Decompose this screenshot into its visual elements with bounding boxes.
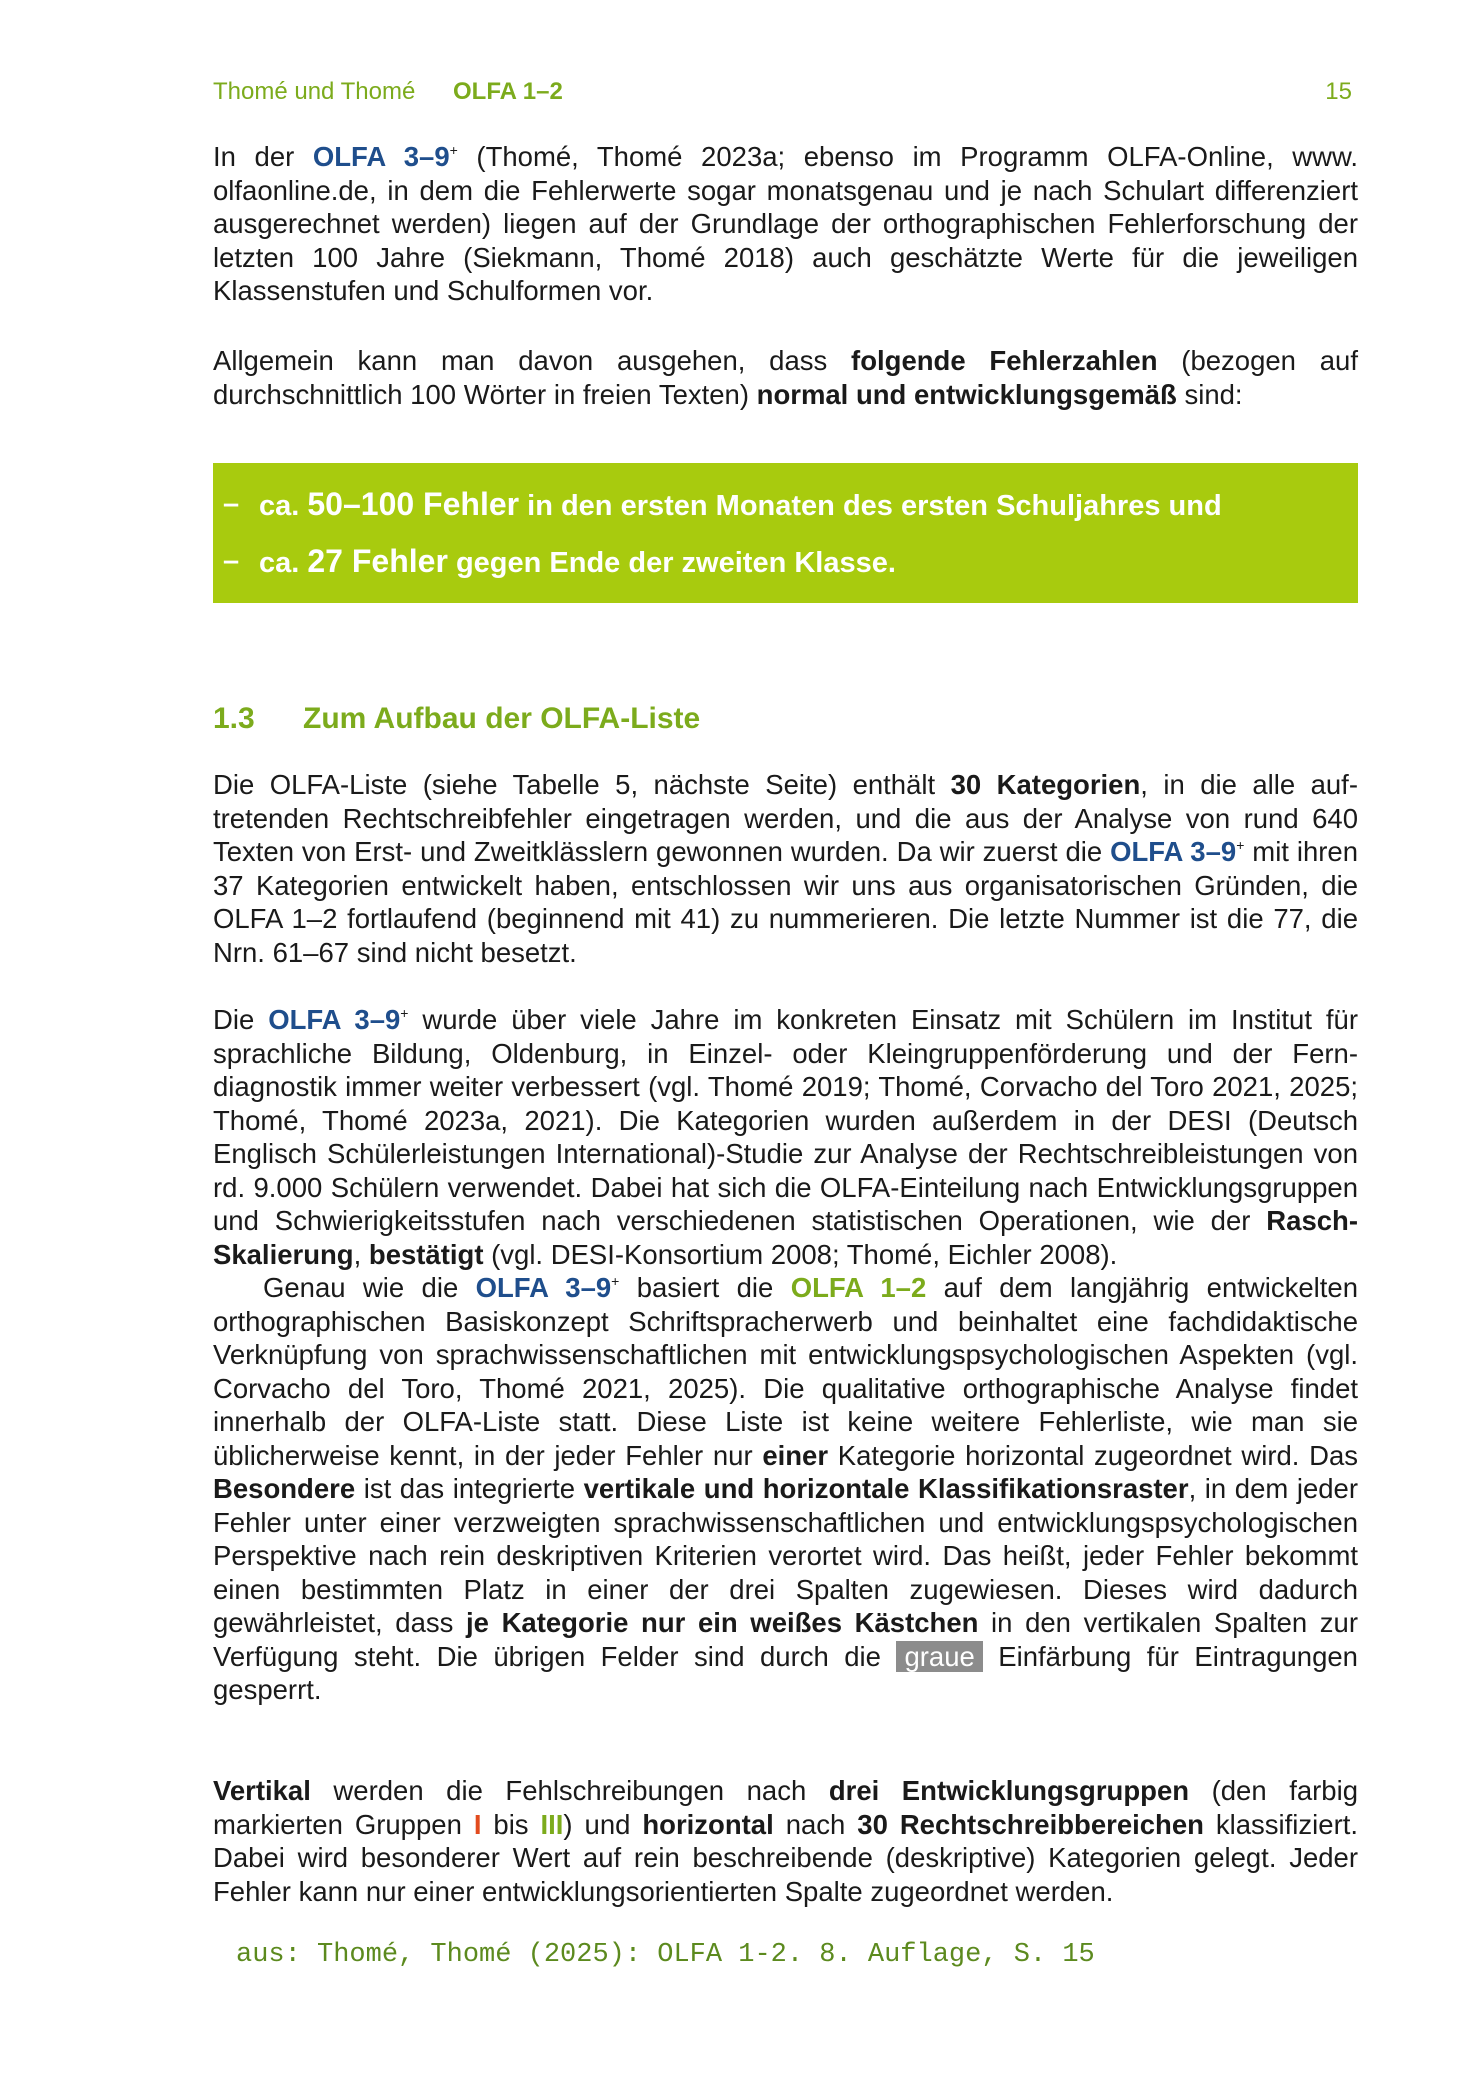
- text: werden die Fehlschreibungen nach: [310, 1775, 829, 1806]
- plus-sup: +: [449, 142, 458, 158]
- text: ) und: [563, 1808, 643, 1840]
- source-footer: aus: Thomé, Thomé (2025): OLFA 1-2. 8. Auflage, S. 15: [236, 1940, 1095, 1970]
- olfa-3-9-ref: OLFA 3–9: [1110, 836, 1237, 867]
- text: basiert die: [619, 1272, 791, 1303]
- group-iii-label: III: [540, 1808, 564, 1840]
- text: in den vertikalen Spalten zur Verfügung steht. Die übrigen Felder sind durch die: [213, 1607, 1358, 1672]
- text: (Thomé, Thomé 2023a; ebenso im Programm OLFA-Online, www. olfaonline.de, in dem die Fehlerwerte sogar monatsgenau und je nach Schulart differenziert ausgerechnet werden) liegen auf der Grundlage der orthographischen Fehlerforschung der letzten 100 Jahre (Siekmann, Thomé 2018) auch geschätzte Werte für die jeweiligen Klassenstufen und Schulformen vor.: [213, 141, 1358, 306]
- bold-text: Vertikal: [213, 1775, 311, 1806]
- bold-text: Besondere: [213, 1473, 356, 1504]
- highlight-item-2: [223, 542, 1358, 599]
- bold-text: 30 Rechtschreibbereichen: [857, 1808, 1204, 1840]
- section-number: 1.3: [213, 702, 255, 735]
- header-title: OLFA 1–2: [453, 78, 563, 105]
- bold-text: 30 Kategorien: [950, 769, 1141, 800]
- group-i-label: I: [473, 1808, 482, 1840]
- text: ,: [353, 1238, 369, 1270]
- text: sind:: [1176, 378, 1243, 410]
- bold-text: normal und entwicklungsgemäß: [756, 378, 1177, 410]
- olfa-3-9-ref: OLFA 3–9: [312, 141, 450, 172]
- text: Genau wie die: [263, 1272, 476, 1303]
- text: ca.: [259, 547, 308, 579]
- text: Die: [213, 1004, 269, 1035]
- paragraph-5: [213, 1271, 1358, 1707]
- text: wurde über viele Jahre im konkreten Einsatz mit Schülern im Institut für sprachliche Bildung, Oldenburg, in Einzel- oder Kleingruppenförderung und der Ferndiagnostik immer weiter verbessert (vgl. Thomé 2019; Thomé, Corvacho del Toro 2021, 2025; Thomé, Thomé 2023a, 2021). Die Kategorien wurden außerdem in der DESI (Deutsch Englisch Schülerleistungen International)-Studie zur Analyse der Rechtschreibleistungen von rd. 9.000 Schülern verwendet. Dabei hat sich die OLFA-Einteilung nach Entwicklungsgruppen und Schwierigkeitsstufen nach verschiedenen statistischen Operationen, wie der: [213, 1004, 1358, 1236]
- text: mit ihren 37 Kategorien entwickelt haben, entschlossen wir uns aus organisatorischen Gründen, die OLFA 1–2 fortlaufend (beginnend mit 41) zu nummerieren. Die letzte Nummer ist die 77, die Nrn. 61–67 sind nicht besetzt.: [213, 836, 1358, 968]
- text: klassifiziert. Dabei wird besonderer Wert auf rein beschreibende (deskriptive) Kategorien gelegt. Jeder Fehler kann nur einer entwicklungsorientierten Spalte zugeordnet werden.: [213, 1808, 1359, 1907]
- olfa-3-9-ref: OLFA 3–9: [475, 1272, 612, 1303]
- highlight-box: [213, 463, 1358, 603]
- text: Die OLFA-Liste (siehe Tabelle 5, nächste Seite) enthält: [213, 769, 951, 800]
- olfa-3-9-ref: OLFA 3–9: [268, 1004, 401, 1035]
- bold-text: bestätigt: [368, 1238, 484, 1270]
- text: ist das integrierte: [355, 1473, 584, 1504]
- olfa-1-2-ref: OLFA 1–2: [790, 1272, 927, 1303]
- running-header: [213, 78, 1358, 108]
- bold-text: horizontal: [642, 1808, 774, 1840]
- text: ca.: [259, 490, 308, 522]
- bold-text: je Kategorie nur ein weißes Kästchen: [466, 1607, 979, 1638]
- text: Allgemein kann man davon ausgehen, dass: [213, 345, 852, 376]
- text: (den farbig markierten Gruppen: [213, 1775, 1358, 1840]
- text: (bezogen auf durchschnittlich 100 Wörter in freien Texten): [213, 345, 1358, 410]
- section-title: Zum Aufbau der OLFA-Liste: [303, 702, 701, 735]
- bold-text: drei Entwicklungsgruppen: [828, 1775, 1190, 1806]
- highlight-item-1: [223, 485, 1358, 542]
- text: Einfärbung für Eintragungen gesperrt.: [213, 1640, 1358, 1705]
- plus-sup: +: [1236, 837, 1245, 853]
- text: (vgl. DESI-Konsortium 2008; Thomé, Eichler 2008).: [483, 1238, 1118, 1270]
- bold-text: folgende Fehlerzahlen: [851, 345, 1158, 376]
- big-text: 50–100 Fehler: [307, 486, 520, 522]
- section-heading: [213, 702, 700, 736]
- dash: –: [223, 545, 240, 577]
- big-text: 27 Fehler: [307, 543, 448, 579]
- text: In der: [213, 141, 313, 172]
- text: in den ersten Monaten des ersten Schuljahres und: [519, 490, 1222, 522]
- text: bis: [481, 1808, 541, 1840]
- paragraph-3: [213, 768, 1358, 969]
- text: auf dem langjährig entwickelten orthographischen Basiskonzept Schriftspracherwerb und beinhaltet eine fachdidaktische Verknüpfung von sprachwissenschaftlichen mit entwicklungspsychologischen Aspekten (vgl. Corvacho del Toro, Thomé 2021, 2025). Die qualitative orthographische Analyse findet innerhalb der OLFA-Liste statt. Diese Liste ist keine weitere Fehlerliste, wie man sie üblicherweise kennt, in der jeder Fehler nur: [213, 1272, 1358, 1471]
- plus-sup: +: [400, 1005, 409, 1021]
- grey-label: graue: [896, 1641, 982, 1672]
- paragraph-2: [213, 344, 1358, 411]
- paragraph-1: [213, 140, 1358, 308]
- paragraph-6: [213, 1774, 1358, 1908]
- dash: –: [223, 488, 240, 520]
- bold-text: einer: [762, 1439, 829, 1471]
- text: gegen Ende der zweiten Klasse.: [447, 547, 896, 579]
- page-number: 15: [1325, 78, 1352, 105]
- text: Kategorie horizontal zugeordnet wird. Das: [828, 1439, 1358, 1471]
- bold-text: vertikale und horizontale Klassifikationsraster: [583, 1473, 1189, 1504]
- text: , in dem jeder Fehler unter einer verzweigten sprachwissenschaftlichen und entwicklungspsychologischen Perspektive nach rein deskriptiven Kriterien verortet wird. Das heißt, jeder Fehler bekommt einen bestimmten Platz in einer der drei Spalten zugewiesen. Dieses wird dadurch gewährleistet, dass: [213, 1473, 1358, 1638]
- plus-sup: +: [611, 1273, 620, 1289]
- bold-text: Rasch-Skalierung: [213, 1205, 1358, 1270]
- paragraph-4: [213, 1003, 1358, 1707]
- header-authors: Thomé und Thomé: [213, 78, 416, 105]
- text: , in die alle auftretenden Rechtschreibfehler eingetragen werden, und die aus der Analyse von rund 640 Texten von Erst- und Zweitklässlern gewonnen wurden. Da wir zuerst die: [213, 769, 1358, 867]
- text: nach: [773, 1808, 858, 1840]
